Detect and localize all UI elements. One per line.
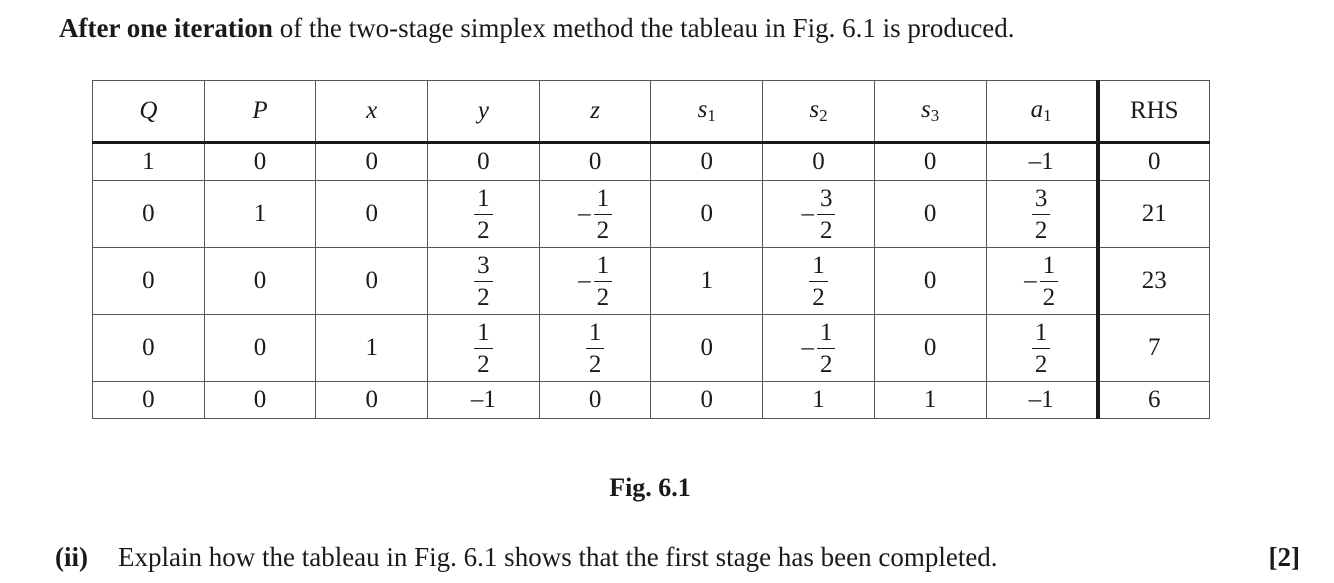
intro-sentence (59, 10, 1015, 46)
header-y: y (428, 81, 540, 143)
table-cell: 6 (1098, 382, 1210, 419)
table-cell: 21 (1098, 181, 1210, 248)
header-s3: $s_3$ (874, 81, 986, 143)
table-row (93, 382, 1210, 419)
header-z: z (539, 81, 651, 143)
fraction-value: $\frac{3}{2}$ (817, 186, 836, 243)
table-cell: 0 (93, 181, 205, 248)
table-cell (539, 315, 651, 382)
header-a1: $a_1$ (986, 81, 1098, 143)
table-cell: 0 (316, 143, 428, 181)
figure-caption: Fig. 6.1 (609, 473, 691, 502)
table-cell: 0 (204, 382, 316, 419)
table-cell: –1 (986, 382, 1098, 419)
table-cell: 0 (874, 181, 986, 248)
fraction-value: $\frac{1}{2}$ (474, 186, 493, 243)
fraction-value: $\frac{3}{2}$ (1032, 186, 1051, 243)
table-row (93, 143, 1210, 181)
table-cell: – $\frac{1}{2}$ (539, 181, 651, 248)
question-marks: [2] (1268, 542, 1300, 572)
table-cell: 0 (651, 315, 763, 382)
fraction-value: $\frac{1}{2}$ (586, 320, 605, 377)
table-cell: 0 (93, 382, 205, 419)
table-cell: 0 (539, 382, 651, 419)
header-s2: $s_2$ (763, 81, 875, 143)
intro-bold: After one iteration (59, 13, 273, 43)
table-cell: 0 (428, 143, 540, 181)
table-cell: 1 (93, 143, 205, 181)
table-cell: 0 (651, 143, 763, 181)
table-row (93, 181, 1210, 248)
table-cell: 7 (1098, 315, 1210, 382)
header-q: Q (93, 81, 205, 143)
tableau-body (93, 143, 1210, 419)
table-cell: 0 (316, 248, 428, 315)
table-cell: 1 (651, 248, 763, 315)
table-cell: – $\frac{1}{2}$ (539, 248, 651, 315)
table-cell: 0 (93, 248, 205, 315)
table-cell (986, 315, 1098, 382)
header-s1: $s_1$ (651, 81, 763, 143)
table-row (93, 315, 1210, 382)
table-cell: 0 (316, 181, 428, 248)
simplex-tableau (92, 80, 1210, 419)
tableau-header-row (93, 81, 1210, 143)
table-cell: 0 (763, 143, 875, 181)
table-cell: 0 (651, 181, 763, 248)
table-cell (428, 248, 540, 315)
fraction-value: $\frac{1}{2}$ (594, 253, 613, 310)
table-cell: 1 (316, 315, 428, 382)
fraction-value: $\frac{1}{2}$ (1040, 253, 1059, 310)
fraction-value: $\frac{1}{2}$ (809, 253, 828, 310)
table-cell: 0 (874, 143, 986, 181)
table-cell: 0 (316, 382, 428, 419)
table-cell: – $\frac{1}{2}$ (763, 315, 875, 382)
table-cell: 1 (204, 181, 316, 248)
question-number: (ii) (55, 542, 88, 572)
fraction-value: $\frac{1}{2}$ (594, 186, 613, 243)
table-cell (428, 181, 540, 248)
header-x: x (316, 81, 428, 143)
fraction-value: $\frac{1}{2}$ (474, 320, 493, 377)
fraction-value: $\frac{1}{2}$ (817, 320, 836, 377)
header-rhs: RHS (1098, 81, 1210, 143)
table-cell: 23 (1098, 248, 1210, 315)
table-cell: –1 (986, 143, 1098, 181)
table-cell (428, 315, 540, 382)
fraction-value: $\frac{3}{2}$ (474, 253, 493, 310)
table-cell: 0 (204, 315, 316, 382)
intro-rest: of the two-stage simplex method the tableau in Fig. 6.1 is produced. (272, 13, 1015, 43)
table-cell: 0 (204, 248, 316, 315)
table-cell: 0 (1098, 143, 1210, 181)
table-cell: 0 (874, 315, 986, 382)
question-text: Explain how the tableau in Fig. 6.1 shows that the first stage has been completed. (118, 542, 998, 572)
table-cell: 0 (874, 248, 986, 315)
table-cell: 1 (874, 382, 986, 419)
table-cell (763, 248, 875, 315)
table-cell: 0 (204, 143, 316, 181)
table-cell: 0 (539, 143, 651, 181)
table-row (93, 248, 1210, 315)
table-cell: –1 (428, 382, 540, 419)
header-p: P (204, 81, 316, 143)
table-cell: – $\frac{3}{2}$ (763, 181, 875, 248)
table-cell: 0 (651, 382, 763, 419)
question-ii (55, 540, 1300, 574)
table-cell: 0 (93, 315, 205, 382)
table-cell: – $\frac{1}{2}$ (986, 248, 1098, 315)
table-cell (986, 181, 1098, 248)
table-cell: 1 (763, 382, 875, 419)
fraction-value: $\frac{1}{2}$ (1032, 320, 1051, 377)
